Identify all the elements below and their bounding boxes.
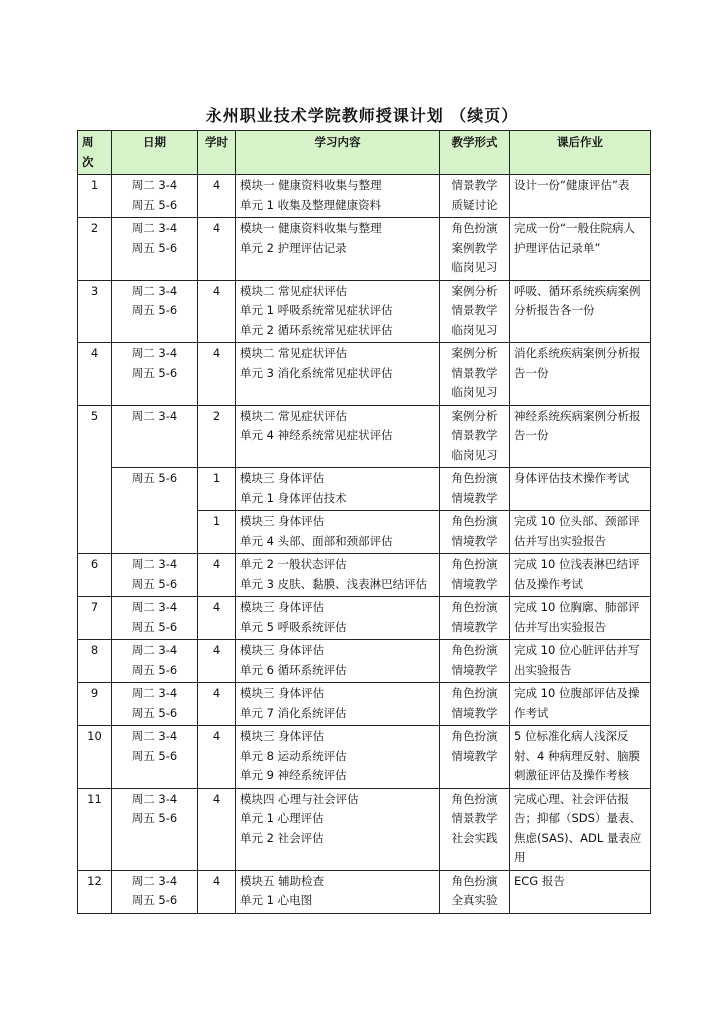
hours-cell: 4 — [198, 640, 236, 683]
hours-cell: 4 — [198, 788, 236, 870]
teaching-plan-table — [77, 130, 651, 914]
form-cell: 角色扮演 情境教学 — [440, 726, 510, 789]
date-cell: 周二 3-4 周五 5-6 — [112, 218, 198, 281]
week-cell: 6 — [78, 554, 112, 597]
header-homework: 课后作业 — [510, 131, 651, 175]
form-cell: 案例分析 情景教学 临岗见习 — [440, 280, 510, 343]
header-hours: 学时 — [198, 131, 236, 175]
table-row — [78, 870, 651, 913]
form-cell: 角色扮演 情境教学 — [440, 554, 510, 597]
form-cell: 案例分析 情景教学 临岗见习 — [440, 405, 510, 468]
hours-cell: 4 — [198, 175, 236, 218]
homework-cell: 完成 10 位心脏评估并写出实验报告 — [510, 640, 651, 683]
hours-cell: 1 — [198, 511, 236, 554]
homework-cell: 完成心理、社会评估报告；抑郁（SDS）量表、焦虑(SAS)、ADL 量表应用 — [510, 788, 651, 870]
table-row — [78, 788, 651, 870]
homework-cell: 完成 10 位浅表淋巴结评估及操作考试 — [510, 554, 651, 597]
date-cell: 周二 3-4 周五 5-6 — [112, 683, 198, 726]
homework-cell: 完成 10 位头部、颈部评估并写出实验报告 — [510, 511, 651, 554]
form-cell: 角色扮演 情景教学 社会实践 — [440, 788, 510, 870]
date-cell: 周二 3-4 周五 5-6 — [112, 554, 198, 597]
hours-cell: 4 — [198, 597, 236, 640]
date-cell: 周二 3-4 周五 5-6 — [112, 175, 198, 218]
hours-cell: 4 — [198, 218, 236, 281]
week-cell: 4 — [78, 343, 112, 406]
table-row — [78, 554, 651, 597]
hours-cell: 4 — [198, 726, 236, 789]
table-row — [78, 175, 651, 218]
form-cell: 角色扮演 情境教学 — [440, 683, 510, 726]
homework-cell: 完成 10 位胸廓、肺部评估并写出实验报告 — [510, 597, 651, 640]
table-row — [78, 468, 651, 511]
content-cell: 模块三 身体评估 单元 7 消化系统评估 — [236, 683, 440, 726]
week-cell: 8 — [78, 640, 112, 683]
homework-cell: ECG 报告 — [510, 870, 651, 913]
homework-cell: 消化系统疾病案例分析报告一份 — [510, 343, 651, 406]
hours-cell: 4 — [198, 280, 236, 343]
week-cell: 1 — [78, 175, 112, 218]
table-row — [78, 218, 651, 281]
table-row — [78, 405, 651, 468]
week-cell: 10 — [78, 726, 112, 789]
date-cell: 周二 3-4 周五 5-6 — [112, 597, 198, 640]
header-date: 日期 — [112, 131, 198, 175]
date-cell: 周二 3-4 周五 5-6 — [112, 788, 198, 870]
hours-cell: 2 — [198, 405, 236, 468]
table-row — [78, 280, 651, 343]
date-cell: 周二 3-4 — [112, 405, 198, 468]
content-cell: 模块一 健康资料收集与整理 单元 2 护理评估记录 — [236, 218, 440, 281]
date-cell: 周二 3-4 周五 5-6 — [112, 343, 198, 406]
content-cell: 模块三 身体评估 单元 4 头部、面部和颈部评估 — [236, 511, 440, 554]
week-cell: 11 — [78, 788, 112, 870]
week-cell: 3 — [78, 280, 112, 343]
date-cell: 周二 3-4 周五 5-6 — [112, 870, 198, 913]
week-cell: 9 — [78, 683, 112, 726]
week-cell: 2 — [78, 218, 112, 281]
page-title: 永州职业技术学院教师授课计划 （续页） — [205, 106, 519, 125]
week-cell: 5 — [78, 405, 112, 554]
homework-cell: 设计一份“健康评估”表 — [510, 175, 651, 218]
hours-cell: 4 — [198, 554, 236, 597]
form-cell: 角色扮演 案例教学 临岗见习 — [440, 218, 510, 281]
hours-cell: 1 — [198, 468, 236, 511]
date-cell: 周二 3-4 周五 5-6 — [112, 280, 198, 343]
homework-cell: 身体评估技术操作考试 — [510, 468, 651, 511]
table-row — [78, 597, 651, 640]
content-cell: 模块三 身体评估 单元 5 呼吸系统评估 — [236, 597, 440, 640]
form-cell: 情景教学 质疑讨论 — [440, 175, 510, 218]
form-cell: 角色扮演 全真实验 — [440, 870, 510, 913]
hours-cell: 4 — [198, 870, 236, 913]
date-cell: 周二 3-4 周五 5-6 — [112, 640, 198, 683]
table-row — [78, 343, 651, 406]
content-cell: 模块二 常见症状评估 单元 1 呼吸系统常见症状评估 单元 2 循环系统常见症状评估 — [236, 280, 440, 343]
content-cell: 模块二 常见症状评估 单元 4 神经系统常见症状评估 — [236, 405, 440, 468]
homework-cell: 神经系统疾病案例分析报告一份 — [510, 405, 651, 468]
form-cell: 案例分析 情景教学 临岗见习 — [440, 343, 510, 406]
content-cell: 单元 2 一般状态评估 单元 3 皮肤、黏膜、浅表淋巴结评估 — [236, 554, 440, 597]
hours-cell: 4 — [198, 343, 236, 406]
date-cell: 周五 5-6 — [112, 468, 198, 554]
table-row — [78, 726, 651, 789]
date-cell: 周二 3-4 周五 5-6 — [112, 726, 198, 789]
table-header-row — [78, 131, 651, 175]
week-cell: 7 — [78, 597, 112, 640]
content-cell: 模块一 健康资料收集与整理 单元 1 收集及整理健康资料 — [236, 175, 440, 218]
content-cell: 模块三 身体评估 单元 8 运动系统评估 单元 9 神经系统评估 — [236, 726, 440, 789]
table-row — [78, 683, 651, 726]
form-cell: 角色扮演 情境教学 — [440, 640, 510, 683]
form-cell: 角色扮演 情境教学 — [440, 511, 510, 554]
form-cell: 角色扮演 情境教学 — [440, 468, 510, 511]
content-cell: 模块三 身体评估 单元 1 身体评估技术 — [236, 468, 440, 511]
content-cell: 模块二 常见症状评估 单元 3 消化系统常见症状评估 — [236, 343, 440, 406]
header-week: 周 次 — [78, 131, 112, 175]
homework-cell: 完成 10 位腹部评估及操作考试 — [510, 683, 651, 726]
week-cell: 12 — [78, 870, 112, 913]
header-content: 学习内容 — [236, 131, 440, 175]
homework-cell: 5 位标准化病人浅深反射、4 种病理反射、脑膜刺激征评估及操作考核 — [510, 726, 651, 789]
content-cell: 模块三 身体评估 单元 6 循环系统评估 — [236, 640, 440, 683]
hours-cell: 4 — [198, 683, 236, 726]
form-cell: 角色扮演 情境教学 — [440, 597, 510, 640]
content-cell: 模块五 辅助检查 单元 1 心电图 — [236, 870, 440, 913]
table-row — [78, 640, 651, 683]
content-cell: 模块四 心理与社会评估 单元 1 心理评估 单元 2 社会评估 — [236, 788, 440, 870]
homework-cell: 呼吸、循环系统疾病案例分析报告各一份 — [510, 280, 651, 343]
homework-cell: 完成一份“一般住院病人护理评估记录单” — [510, 218, 651, 281]
header-form: 教学形式 — [440, 131, 510, 175]
